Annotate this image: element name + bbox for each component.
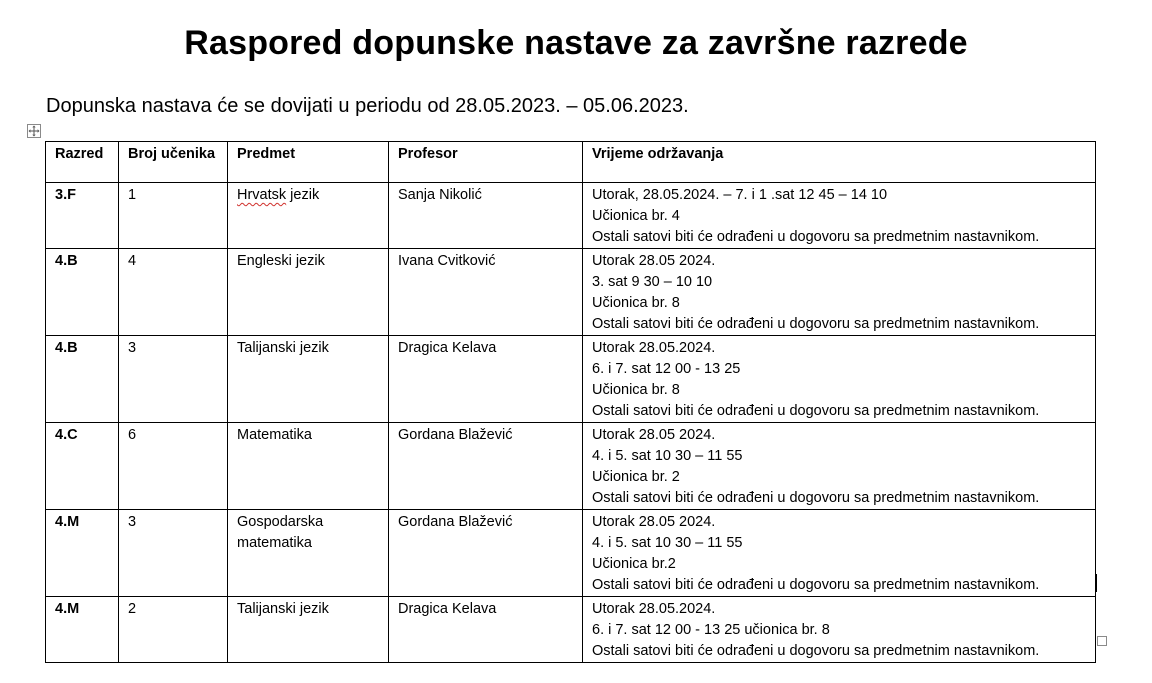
cell-broj: 4 [119, 249, 228, 336]
misspelled-word[interactable]: Hrvatsk [237, 187, 287, 203]
table-row [46, 249, 1096, 336]
cell-razred: 4.B [46, 249, 119, 336]
vrijeme-line: Učionica br. 8 [592, 295, 680, 311]
vrijeme-line: Ostali satovi biti će odrađeni u dogovoru sa predmetnim nastavnikom. [592, 229, 1040, 245]
vrijeme-line: 4. i 5. sat 10 30 – 11 55 [592, 535, 743, 551]
cell-profesor: Gordana Blažević [389, 423, 583, 510]
cell-profesor: Dragica Kelava [389, 597, 583, 663]
table-move-icon[interactable] [27, 124, 41, 138]
cell-vrijeme [583, 249, 1096, 336]
vrijeme-line: Učionica br. 4 [592, 208, 680, 224]
cell-razred: 4.M [46, 597, 119, 663]
cell-profesor: Dragica Kelava [389, 336, 583, 423]
vrijeme-line: Ostali satovi biti će odrađeni u dogovoru sa predmetnim nastavnikom. [592, 643, 1040, 659]
cell-broj: 6 [119, 423, 228, 510]
predmet-rest: jezik [286, 187, 320, 203]
vrijeme-line: Utorak 28.05.2024. [592, 601, 716, 617]
table-row [46, 510, 1096, 597]
predmet-line: Gospodarska [237, 514, 324, 530]
cell-broj: 3 [119, 336, 228, 423]
cell-broj: 3 [119, 510, 228, 597]
vrijeme-line: Utorak 28.05 2024. [592, 427, 716, 443]
cell-vrijeme [583, 597, 1096, 663]
vrijeme-line: Ostali satovi biti će odrađeni u dogovoru sa predmetnim nastavnikom. [592, 403, 1040, 419]
cell-vrijeme [583, 510, 1096, 597]
table-resize-icon[interactable] [1097, 636, 1107, 646]
vrijeme-line: Učionica br.2 [592, 556, 676, 572]
vrijeme-line: Utorak 28.05.2024. [592, 340, 716, 356]
cell-razred: 3.F [46, 183, 119, 249]
table-row [46, 423, 1096, 510]
vrijeme-line: Utorak 28.05 2024. [592, 514, 716, 530]
table-row [46, 183, 1096, 249]
table-row [46, 336, 1096, 423]
vrijeme-line: 4. i 5. sat 10 30 – 11 55 [592, 448, 743, 464]
header-profesor: Profesor [389, 142, 583, 183]
cell-predmet: Engleski jezik [228, 249, 389, 336]
cell-predmet: Matematika [228, 423, 389, 510]
cell-vrijeme [583, 423, 1096, 510]
cell-vrijeme [583, 336, 1096, 423]
cell-predmet [228, 510, 389, 597]
vrijeme-line: Učionica br. 2 [592, 469, 680, 485]
cell-razred: 4.B [46, 336, 119, 423]
schedule-table[interactable] [45, 141, 1096, 663]
vrijeme-line: Utorak 28.05 2024. [592, 253, 716, 269]
cell-razred: 4.M [46, 510, 119, 597]
header-predmet: Predmet [228, 142, 389, 183]
vrijeme-line: 3. sat 9 30 – 10 10 [592, 274, 713, 290]
vrijeme-line: Ostali satovi biti će odrađeni u dogovoru sa predmetnim nastavnikom. [592, 316, 1040, 332]
header-razred: Razred [46, 142, 119, 183]
cell-vrijeme [583, 183, 1096, 249]
table-row [46, 597, 1096, 663]
vrijeme-line: Ostali satovi biti će odrađeni u dogovoru sa predmetnim nastavnikom. [592, 490, 1040, 506]
document-subtitle: Dopunska nastava će se dovijati u periodu od 28.05.2023. – 05.06.2023. [46, 95, 689, 117]
table-header-row [46, 142, 1096, 183]
header-vrijeme: Vrijeme održavanja [583, 142, 1096, 183]
header-broj-ucenika: Broj učenika [119, 142, 228, 183]
cell-broj: 2 [119, 597, 228, 663]
predmet-line: matematika [237, 535, 312, 551]
cell-profesor: Ivana Cvitković [389, 249, 583, 336]
cell-broj: 1 [119, 183, 228, 249]
vrijeme-line: Učionica br. 8 [592, 382, 680, 398]
cell-razred: 4.C [46, 423, 119, 510]
vrijeme-line: Utorak, 28.05.2024. – 7. i 1 .sat 12 45 – 14 10 [592, 187, 888, 203]
vrijeme-line: 6. i 7. sat 12 00 - 13 25 [592, 361, 741, 377]
cell-predmet: Talijanski jezik [228, 597, 389, 663]
cell-predmet: Talijanski jezik [228, 336, 389, 423]
cell-profesor: Sanja Nikolić [389, 183, 583, 249]
vrijeme-line: Ostali satovi biti će odrađeni u dogovoru sa predmetnim nastavnikom. [592, 577, 1040, 593]
document-title: Raspored dopunske nastave za završne razrede [184, 24, 968, 62]
vrijeme-line: 6. i 7. sat 12 00 - 13 25 učionica br. 8 [592, 622, 830, 638]
text-cursor [1096, 574, 1097, 592]
cell-predmet [228, 183, 389, 249]
cell-profesor: Gordana Blažević [389, 510, 583, 597]
